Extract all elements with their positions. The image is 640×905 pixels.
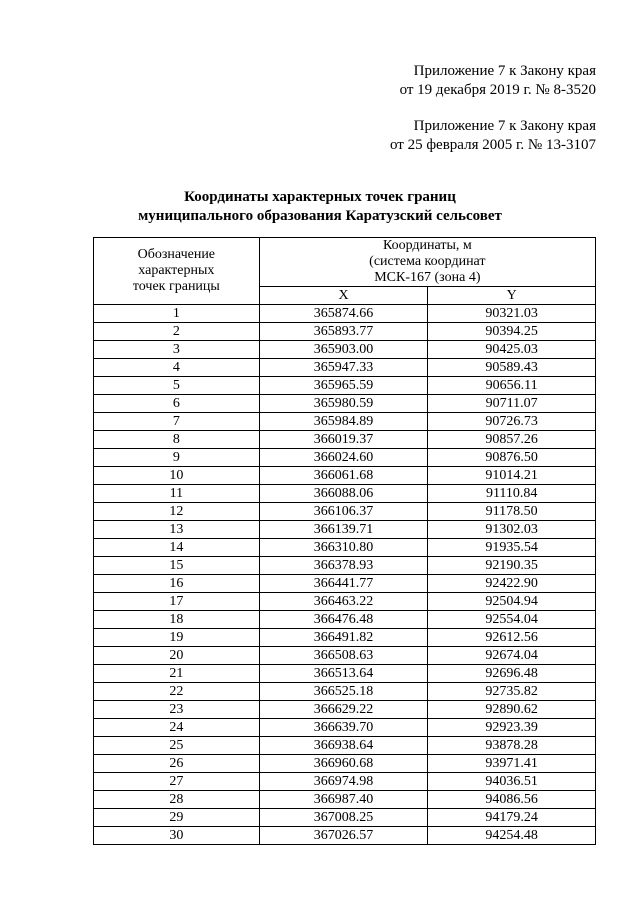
x-coordinate-cell: 366310.80	[259, 539, 428, 557]
x-coordinate-cell: 366378.93	[259, 557, 428, 575]
x-coordinate-cell: 365874.66	[259, 305, 428, 323]
table-row	[94, 773, 596, 791]
y-coordinate-cell: 92674.04	[428, 647, 596, 665]
document-title-line1: Координаты характерных точек границ	[184, 189, 456, 205]
point-number-cell: 6	[94, 395, 260, 413]
point-number-cell: 5	[94, 377, 260, 395]
x-coordinate-cell: 366629.22	[259, 701, 428, 719]
table-row	[94, 701, 596, 719]
table-body	[94, 305, 596, 845]
table-row	[94, 521, 596, 539]
point-number-cell: 28	[94, 791, 260, 809]
y-coordinate-cell: 93878.28	[428, 737, 596, 755]
header-coordinates-label: Координаты, м (система координат МСК-167 (зона 4)	[259, 238, 595, 287]
point-number-cell: 11	[94, 485, 260, 503]
appendix-header-law-date: от 25 февраля 2005 г. № 13-3107	[389, 137, 596, 153]
table-row	[94, 359, 596, 377]
y-coordinate-cell: 94254.48	[428, 827, 596, 845]
x-coordinate-cell: 366508.63	[259, 647, 428, 665]
coordinates-table	[93, 237, 596, 845]
y-coordinate-cell: 90857.26	[428, 431, 596, 449]
y-coordinate-cell: 90589.43	[428, 359, 596, 377]
table-row	[94, 305, 596, 323]
y-coordinate-cell: 91178.50	[428, 503, 596, 521]
appendix-header-line: Приложение 7 к Закону края	[413, 118, 596, 134]
y-coordinate-cell: 92612.56	[428, 629, 596, 647]
point-number-cell: 8	[94, 431, 260, 449]
appendix-header-original	[390, 117, 596, 155]
table-row	[94, 449, 596, 467]
y-coordinate-cell: 90656.11	[428, 377, 596, 395]
x-coordinate-cell: 366987.40	[259, 791, 428, 809]
x-coordinate-cell: 365903.00	[259, 341, 428, 359]
y-coordinate-cell: 92696.48	[428, 665, 596, 683]
x-coordinate-cell: 366513.64	[259, 665, 428, 683]
x-coordinate-cell: 366960.68	[259, 755, 428, 773]
table-row	[94, 539, 596, 557]
y-coordinate-cell: 90321.03	[428, 305, 596, 323]
table-row	[94, 611, 596, 629]
y-coordinate-cell: 90711.07	[428, 395, 596, 413]
document-title	[0, 188, 640, 226]
table-row	[94, 791, 596, 809]
point-number-cell: 25	[94, 737, 260, 755]
y-coordinate-cell: 94179.24	[428, 809, 596, 827]
y-coordinate-cell: 91935.54	[428, 539, 596, 557]
point-number-cell: 16	[94, 575, 260, 593]
table-row	[94, 647, 596, 665]
x-coordinate-cell: 366974.98	[259, 773, 428, 791]
point-number-cell: 19	[94, 629, 260, 647]
header-y: Y	[428, 287, 596, 305]
y-coordinate-cell: 91110.84	[428, 485, 596, 503]
appendix-header-current	[400, 62, 596, 100]
table-row	[94, 395, 596, 413]
x-coordinate-cell: 366441.77	[259, 575, 428, 593]
table-row	[94, 323, 596, 341]
point-number-cell: 17	[94, 593, 260, 611]
y-coordinate-cell: 90726.73	[428, 413, 596, 431]
x-coordinate-cell: 366639.70	[259, 719, 428, 737]
y-coordinate-cell: 91014.21	[428, 467, 596, 485]
table-row	[94, 737, 596, 755]
table-row	[94, 755, 596, 773]
document-title-line2: муниципального образования Каратузский сельсовет	[138, 208, 502, 224]
point-number-cell: 20	[94, 647, 260, 665]
x-coordinate-cell: 365947.33	[259, 359, 428, 377]
point-number-cell: 4	[94, 359, 260, 377]
x-coordinate-cell: 365984.89	[259, 413, 428, 431]
table-row	[94, 629, 596, 647]
x-coordinate-cell: 366139.71	[259, 521, 428, 539]
point-number-cell: 18	[94, 611, 260, 629]
table-row	[94, 503, 596, 521]
y-coordinate-cell: 93971.41	[428, 755, 596, 773]
x-coordinate-cell: 366525.18	[259, 683, 428, 701]
x-coordinate-cell: 366088.06	[259, 485, 428, 503]
point-number-cell: 24	[94, 719, 260, 737]
point-number-cell: 1	[94, 305, 260, 323]
table-row	[94, 683, 596, 701]
header-x: X	[259, 287, 428, 305]
y-coordinate-cell: 90425.03	[428, 341, 596, 359]
table-row	[94, 557, 596, 575]
appendix-header-law-date: от 19 декабря 2019 г. № 8-3520	[399, 82, 596, 98]
point-number-cell: 14	[94, 539, 260, 557]
y-coordinate-cell: 92923.39	[428, 719, 596, 737]
table-row	[94, 665, 596, 683]
table-row	[94, 809, 596, 827]
x-coordinate-cell: 366476.48	[259, 611, 428, 629]
table-row	[94, 719, 596, 737]
y-coordinate-cell: 92422.90	[428, 575, 596, 593]
y-coordinate-cell: 94036.51	[428, 773, 596, 791]
header-point-label: Обозначение характерных точек границы	[94, 238, 260, 305]
x-coordinate-cell: 365893.77	[259, 323, 428, 341]
x-coordinate-cell: 366938.64	[259, 737, 428, 755]
table-row	[94, 467, 596, 485]
point-number-cell: 30	[94, 827, 260, 845]
table-row	[94, 827, 596, 845]
y-coordinate-cell: 92504.94	[428, 593, 596, 611]
point-number-cell: 3	[94, 341, 260, 359]
y-coordinate-cell: 90394.25	[428, 323, 596, 341]
table-row	[94, 485, 596, 503]
y-coordinate-cell: 90876.50	[428, 449, 596, 467]
x-coordinate-cell: 366106.37	[259, 503, 428, 521]
x-coordinate-cell: 366463.22	[259, 593, 428, 611]
y-coordinate-cell: 94086.56	[428, 791, 596, 809]
x-coordinate-cell: 365980.59	[259, 395, 428, 413]
point-number-cell: 22	[94, 683, 260, 701]
x-coordinate-cell: 365965.59	[259, 377, 428, 395]
point-number-cell: 29	[94, 809, 260, 827]
appendix-header-line: Приложение 7 к Закону края	[413, 63, 596, 79]
y-coordinate-cell: 91302.03	[428, 521, 596, 539]
table-row	[94, 377, 596, 395]
point-number-cell: 26	[94, 755, 260, 773]
x-coordinate-cell: 367008.25	[259, 809, 428, 827]
y-coordinate-cell: 92735.82	[428, 683, 596, 701]
x-coordinate-cell: 366061.68	[259, 467, 428, 485]
table-row	[94, 431, 596, 449]
point-number-cell: 9	[94, 449, 260, 467]
table-row	[94, 341, 596, 359]
table-row	[94, 593, 596, 611]
table-row	[94, 575, 596, 593]
point-number-cell: 27	[94, 773, 260, 791]
x-coordinate-cell: 367026.57	[259, 827, 428, 845]
y-coordinate-cell: 92890.62	[428, 701, 596, 719]
point-number-cell: 10	[94, 467, 260, 485]
point-number-cell: 23	[94, 701, 260, 719]
point-number-cell: 21	[94, 665, 260, 683]
point-number-cell: 2	[94, 323, 260, 341]
x-coordinate-cell: 366019.37	[259, 431, 428, 449]
x-coordinate-cell: 366491.82	[259, 629, 428, 647]
x-coordinate-cell: 366024.60	[259, 449, 428, 467]
point-number-cell: 7	[94, 413, 260, 431]
point-number-cell: 13	[94, 521, 260, 539]
table-row	[94, 413, 596, 431]
y-coordinate-cell: 92554.04	[428, 611, 596, 629]
point-number-cell: 12	[94, 503, 260, 521]
point-number-cell: 15	[94, 557, 260, 575]
y-coordinate-cell: 92190.35	[428, 557, 596, 575]
